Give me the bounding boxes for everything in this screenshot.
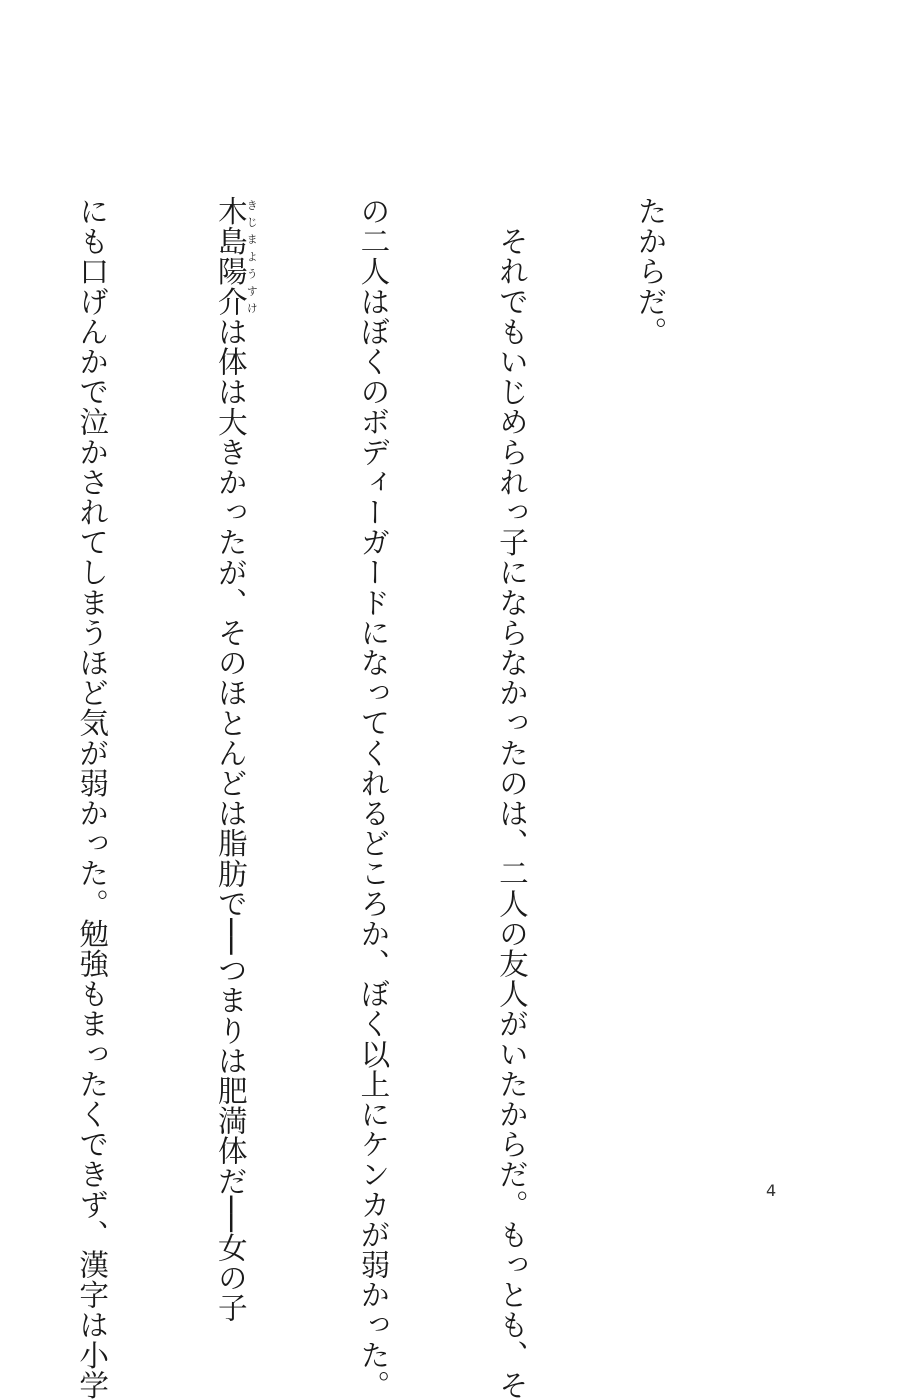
furigana-kijima-yosuke: きじまようすけ <box>245 196 259 317</box>
text-column-1: たからだ。 <box>633 196 668 347</box>
text-column-2: それでもいじめられっ子にならなかったのは、二人の友人がいたからだ。もっとも、そ <box>494 196 529 1400</box>
vertical-text-body <box>75 196 766 1400</box>
ruby-kijima-yosuke <box>213 196 259 317</box>
text-column-4 <box>208 196 259 1323</box>
ruby-base-kijima-yosuke: 木島陽介 <box>213 196 248 317</box>
text-column-3: の二人はぼくのボディーガードになってくれるどころか、ぼく以上にケンカが弱かった。 <box>356 196 391 1400</box>
page-number: 4 <box>766 1181 777 1200</box>
text-column-5: にも口げんかで泣かされてしまうほど気が弱かった。勉強もまったくできず、漢字は小学 <box>75 196 110 1400</box>
text-column-4-rest: は体は大きかったが、そのほとんどは脂肪で──つまりは肥満体だ──女の子 <box>213 316 248 1323</box>
